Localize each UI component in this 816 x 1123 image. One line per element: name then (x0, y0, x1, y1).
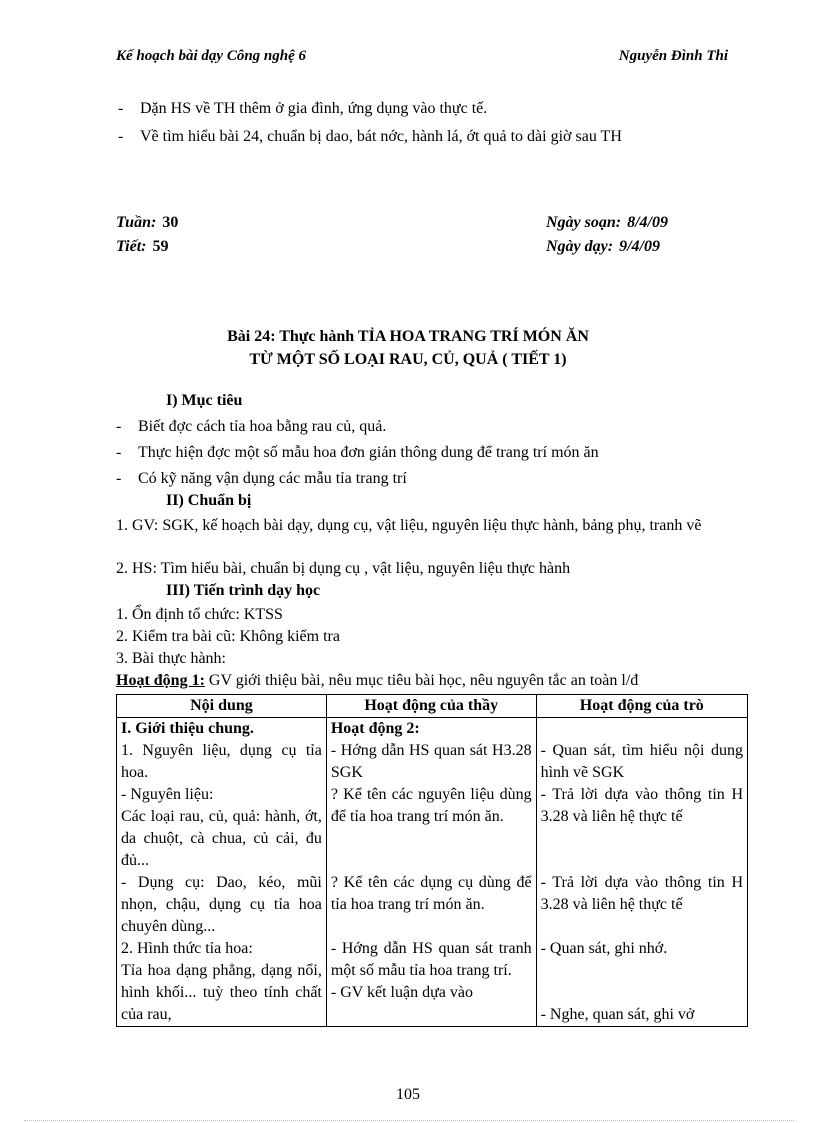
process-step: 1. Ổn định tổ chức: KTSS (116, 606, 283, 623)
teach-date: 9/4/09 (619, 238, 660, 255)
preparation-hs: 2. HS: Tìm hiểu bài, chuẩn bị dụng cụ , vật liệu, nguyên liệu thực hành (116, 560, 571, 577)
activity1-line (116, 672, 638, 690)
process-step: 2. Kiểm tra bài cũ: Không kiểm tra (116, 628, 340, 645)
process-step: 3. Bài thực hành: (116, 650, 226, 667)
table-cell (536, 718, 747, 741)
lesson-title-line2: TỪ MỘT SỐ LOẠI RAU, CỦ, QUẢ ( TIẾT 1) (249, 351, 567, 368)
table-cell: I. Giới thiệu chung. (117, 718, 327, 741)
objective-item: - Thực hiện đợc một số mẫu hoa đơn giản thông dung để trang trí món ăn (116, 444, 599, 461)
table-cell: ? Kể tên các dụng cụ dùng để tỉa hoa trang trí món ăn. (326, 872, 536, 938)
activity1-text: GV giới thiệu bài, nêu mục tiêu bài học, nêu nguyên tắc an toàn l/đ (204, 672, 639, 689)
page-number: 105 (396, 1086, 420, 1103)
top-bullet-text: Về tìm hiểu bài 24, chuẩn bị dao, bát nớc, hành lá, ớt quả to dài giờ sau TH (140, 128, 622, 145)
objective-item: - Biết đợc cách tỉa hoa bằng rau củ, quả. (116, 418, 387, 435)
table-row (117, 784, 748, 872)
objective-text: Biết đợc cách tỉa hoa bằng rau củ, quả. (138, 418, 387, 435)
top-bullet-text: Dặn HS về TH thêm ở gia đình, ứng dụng vào thực tế. (140, 100, 488, 117)
teach-date-line (546, 238, 660, 256)
table-row (117, 872, 748, 938)
week-value: 30 (162, 214, 179, 231)
period-line (116, 238, 169, 256)
table-cell: - Trả lời dựa vào thông tin H 3.28 và liên hệ thực tế (536, 784, 747, 872)
lesson-table (116, 694, 748, 1027)
header-right: Nguyễn Đình Thi (618, 48, 728, 64)
table-cell: ? Kể tên các nguyên liệu dùng để tỉa hoa trang trí món ăn. (326, 784, 536, 872)
objective-item: - Có kỹ năng vận dụng các mẫu tỉa trang trí (116, 470, 407, 487)
table-cell: - Trả lời dựa vào thông tin H 3.28 và liên hệ thực tế (536, 872, 747, 938)
prep-date: 8/4/09 (627, 214, 668, 231)
table-cell: 2. Hình thức tỉa hoa: Tỉa hoa dạng phẳng, dạng nổi, hình khối... tuỳ theo tính chất của rau, (117, 938, 327, 1027)
table-header-row (117, 695, 748, 718)
activity1-label: Hoạt động 1: (116, 672, 205, 689)
objective-text: Có kỹ năng vận dụng các mẫu tỉa trang trí (138, 470, 407, 487)
period-value: 59 (152, 238, 169, 255)
lesson-title-line1: Bài 24: Thực hành TỈA HOA TRANG TRÍ MÓN ĂN (227, 328, 589, 345)
table-cell: - Quan sát, tìm hiểu nội dung hình vẽ SGK (536, 740, 747, 784)
preparation-gv: 1. GV: SGK, kế hoạch bài dạy, dụng cụ, vật liệu, nguyên liệu thực hành, bảng phụ, tranh vẽ (116, 517, 702, 534)
objective-text: Thực hiện đợc một số mẫu hoa đơn giản thông dung để trang trí món ăn (138, 444, 599, 461)
table-cell: - Dụng cụ: Dao, kéo, mũi nhọn, chậu, dụng cụ tỉa hoa chuyên dùng... (117, 872, 327, 938)
header-left: Kế hoạch bài dạy Công nghệ 6 (116, 48, 307, 64)
table-row (117, 740, 748, 784)
col-header: Hoạt động của trò (536, 695, 747, 718)
prep-label: Ngày soạn: (546, 214, 622, 231)
period-label: Tiết: (116, 238, 147, 255)
teach-label: Ngày dạy: (546, 238, 614, 255)
top-bullet: - Về tìm hiểu bài 24, chuẩn bị dao, bát nớc, hành lá, ớt quả to dài giờ sau TH (118, 128, 622, 145)
footer-divider (24, 1120, 794, 1121)
table-row (117, 718, 748, 741)
objectives-heading: I) Mục tiêu (166, 392, 243, 409)
prep-date-line (546, 214, 668, 232)
process-heading: III) Tiến trình dạy học (166, 582, 321, 599)
table-cell: - Nguyên liệu: Các loại rau, củ, quả: hành, ớt, da chuột, cà chua, củ cải, đu đủ... (117, 784, 327, 872)
top-bullet: - Dặn HS về TH thêm ở gia đình, ứng dụng vào thực tế. (118, 100, 488, 117)
table-row (117, 938, 748, 1027)
table-cell: - Quan sát, ghi nhớ. - Nghe, quan sát, ghi vở (536, 938, 747, 1027)
col-header: Nội dung (117, 695, 327, 718)
week-label: Tuần: (116, 214, 157, 231)
table-cell: - Hớng dẫn HS quan sát H3.28 SGK (326, 740, 536, 784)
table-cell: Hoạt động 2: (326, 718, 536, 741)
table-cell: - Hớng dẫn HS quan sát tranh một số mẫu tỉa hoa trang trí. - GV kết luận dựa vào (326, 938, 536, 1027)
week-line (116, 214, 178, 232)
preparation-heading: II) Chuẩn bị (166, 492, 252, 509)
col-header: Hoạt động của thầy (326, 695, 536, 718)
table-cell: 1. Nguyên liệu, dụng cụ tỉa hoa. (117, 740, 327, 784)
